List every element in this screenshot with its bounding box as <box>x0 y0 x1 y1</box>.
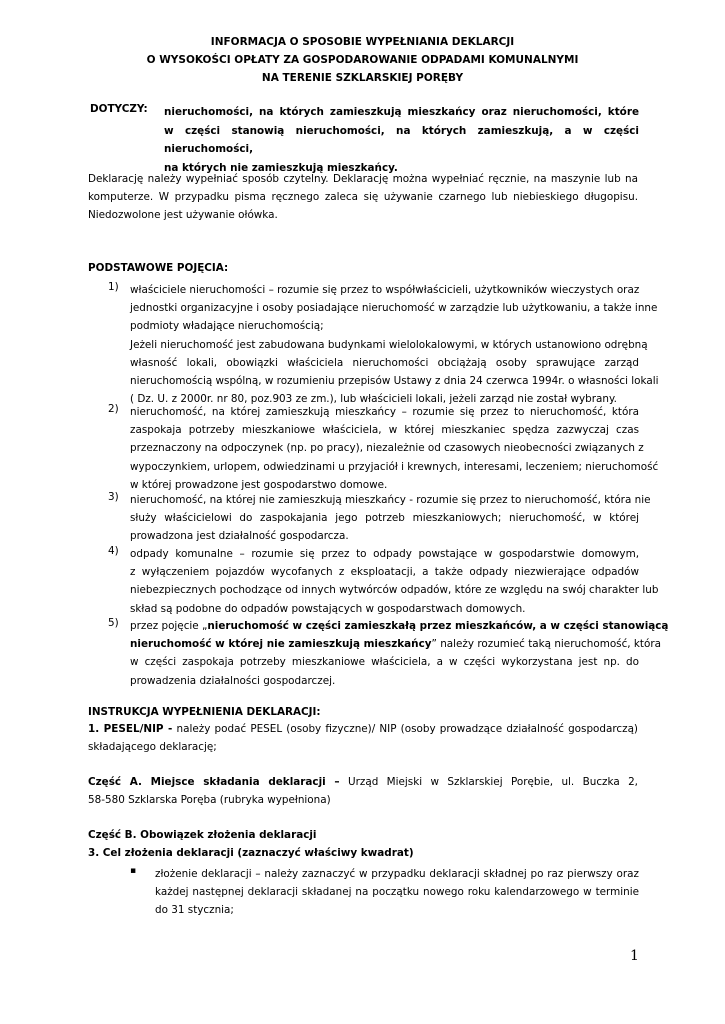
definition-text: przez pojęcie „ <box>130 620 208 632</box>
definition-line: w której prowadzone jest gospodarstwo domowe. <box>130 478 388 491</box>
definition-number: 4) <box>108 545 119 557</box>
purpose-heading: 3. Cel złożenia deklaracji (zaznaczyć właściwy kwadrat) <box>88 847 414 859</box>
definition-number: 5) <box>108 617 119 629</box>
bullet-line: do 31 stycznia; <box>155 904 234 917</box>
definition-line: prowadzona jest działalność gospodarcza. <box>130 530 349 543</box>
pesel-text: należy podać PESEL (osoby fizyczne)/ NIP (osoby prowadzące działalność gospodarczą) <box>172 723 638 735</box>
definition-line: przeznaczony na odpoczynek (np. po pracy), niezależnie od czasowych nieobecności związanych z <box>130 442 644 455</box>
page-number: 1 <box>630 948 639 964</box>
definition-line: jednostki organizacyjne i osoby posiadające nieruchomość w zarządzie lub użytkowaniu, a także inne <box>130 302 658 315</box>
part-a-line <box>88 776 638 788</box>
dotyczy-line: nieruchomości, na których zamieszkują mieszkańcy oraz nieruchomości, które <box>164 106 639 118</box>
definition-item-2 <box>130 403 659 494</box>
bullet-line: złożenie deklaracji – należy zaznaczyć w przypadku deklaracji składnej po raz pierwszy oraz <box>155 868 639 880</box>
definition-line: własność lokali, obowiązki właściciela nieruchomości obciążają osoby sprawujące zarząd <box>130 356 639 369</box>
definition-line <box>130 617 669 635</box>
definition-item-4 <box>130 545 659 618</box>
intro-paragraph <box>88 170 638 225</box>
definition-item-5 <box>130 617 669 690</box>
definitions-heading: PODSTAWOWE POJĘCIA: <box>88 262 229 274</box>
bullet-line: każdej następnej deklaracji składanej na początku nowego roku kalendarzowego w terminie <box>155 886 639 899</box>
definition-term: nieruchomość w części zamieszkałą przez mieszkańców, a w części stanowiącą <box>207 620 669 632</box>
part-a-line-2: 58-580 Szklarska Poręba (rubryka wypełniona) <box>88 794 331 806</box>
definition-line: skład są podobne do odpadów powstających w gospodarstwach domowych. <box>130 602 526 615</box>
definition-line: ( Dz. U. z 2000r. nr 80, poz.903 ze zm.), lub właścicieli lokali, jeżeli zarząd nie został wybrany. <box>130 393 617 406</box>
definition-line: w części zaspokaja potrzeby mieszkaniowe właściciela, a w części wykorzystana jest np. do <box>130 656 639 669</box>
definition-number: 3) <box>108 491 119 503</box>
bullet-icon: ▪ <box>130 866 137 876</box>
part-a-text: Urząd Miejski w Szklarskiej Porębie, ul. Buczka 2, <box>339 776 638 788</box>
definition-line: właściciele nieruchomości – rozumie się przez to współwłaścicieli, użytkowników wieczystych oraz <box>130 284 640 296</box>
definition-line: podmioty władające nieruchomością; <box>130 320 324 333</box>
dotyczy-line: w części stanowią nieruchomości, na których zamieszkują, a w części nieruchomości, <box>164 124 639 155</box>
intro-line: Niedozwolone jest używanie ołówka. <box>88 209 278 222</box>
part-b-heading: Część B. Obowiązek złożenia deklaracji <box>88 829 317 841</box>
document-title-line-2: O WYSOKOŚCI OPŁATY ZA GOSPODAROWANIE ODPADAMI KOMUNALNYMI <box>146 54 579 66</box>
definition-text: ” należy rozumieć taką nieruchomość, która <box>431 638 662 651</box>
definition-number: 1) <box>108 281 119 293</box>
document-title-line-1: INFORMACJA O SPOSOBIE WYPEŁNIANIA DEKLARCJI <box>210 36 515 48</box>
document-title-line-3: NA TERENIE SZKLARSKIEJ PORĘBY <box>261 72 464 84</box>
definition-line: nieruchomość, na której nie zamieszkują mieszkańcy - rozumie się przez to nieruchomość, która nie <box>130 494 651 506</box>
dotyczy-text <box>164 103 639 177</box>
definition-line: nieruchomością wspólną, w rozumieniu przepisów Ustawy z dnia 24 czerwca 1994r. o własności lokali <box>130 374 659 387</box>
instruction-heading: INSTRUKCJA WYPEŁNIENIA DEKLARACJI: <box>88 706 321 718</box>
definition-number: 2) <box>108 403 119 415</box>
intro-line: komputerze. W przypadku pisma ręcznego zaleca się używanie czarnego lub niebieskiego długopisu. <box>88 191 638 204</box>
bullet-text <box>155 865 639 920</box>
pesel-line-2: składającego deklarację; <box>88 741 217 753</box>
definition-line: Jeżeli nieruchomość jest zabudowana budynkami wielolokalowymi, w których ustanowiono odrębną <box>130 338 648 351</box>
pesel-line <box>88 723 638 735</box>
definition-line: zaspokaja potrzeby mieszkaniowe właściciela, w której mieszkaniec spędza zazwyczaj czas <box>130 424 639 437</box>
definition-line <box>130 635 662 653</box>
dotyczy-line: na których nie zamieszkują mieszkańcy. <box>164 161 398 174</box>
pesel-label: 1. PESEL/NIP - <box>88 723 173 735</box>
definition-line: służy właścicielowi do zaspokajania jego potrzeb mieszkaniowych; nieruchomość, w której <box>130 512 639 525</box>
dotyczy-label: DOTYCZY: <box>90 103 148 115</box>
definition-line: niebezpiecznych pochodzące od innych wytwórców odpadów, które ze względu na swój charakter lub <box>130 584 659 597</box>
definition-line: wypoczynkiem, urlopem, odwiedzinami u przyjaciół i krewnych, interesami, leczeniem; nieruchomość <box>130 460 659 473</box>
definition-line: odpady komunalne – rozumie się przez to odpady powstające w gospodarstwie domowym, <box>130 548 639 560</box>
definition-line: nieruchomość, na której zamieszkują mieszkańcy – rozumie się przez to nieruchomość, która <box>130 406 639 418</box>
intro-line: Deklarację należy wypełniać sposób czytelny. Deklarację można wypełniać ręcznie, na maszynie lub na <box>88 173 638 185</box>
definition-line: prowadzenia działalności gospodarczej. <box>130 674 336 687</box>
definition-item-1 <box>130 281 659 408</box>
definition-term: nieruchomość w której nie zamieszkują mieszkańcy <box>130 638 432 651</box>
definition-item-3 <box>130 491 651 546</box>
definition-line: z wyłączeniem pojazdów wycofanych z eksploatacji, a także odpady niezwierające odpadów <box>130 566 639 579</box>
part-a-label: Część A. Miejsce składania deklaracji – <box>88 776 340 788</box>
